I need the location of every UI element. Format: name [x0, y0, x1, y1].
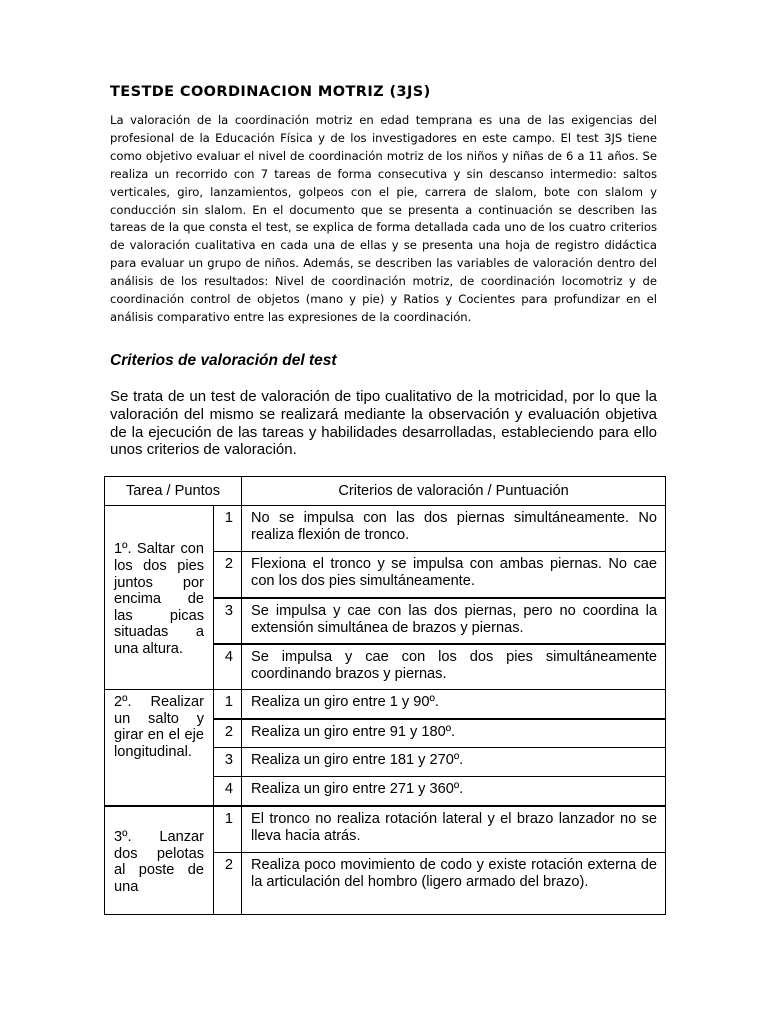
- task-3-label: 3º. Lanzar dos pelotas al poste de una: [105, 806, 214, 915]
- score-cell: 2: [214, 552, 242, 598]
- score-cell: 1: [214, 506, 242, 552]
- score-cell: 4: [214, 644, 242, 690]
- criteria-table: [104, 476, 666, 915]
- intro-paragraph: La valoración de la coordinación motriz en edad temprana es una de las exigencias del profesional de la Educación Física y de los investigadores en este campo. El test 3JS tiene como objetivo evaluar el nivel de coordinación motriz de los niños y niñas de 6 a 11 años. Se realiza un recorrido con 7 tareas de forma consecutiva y sin descanso intermedio: saltos verticales, giro, lanzamientos, golpeos con el pie, carrera de slalom, bote con slalom y conducción sin slalom. En el documento que se presenta a continuación se describen las tareas de la que consta el test, se explica de forma detallada cada uno de los cuatro criterios de valoración cualitativa en cada una de ellas y se presenta una hoja de registro didáctica para evaluar un grupo de niños. Además, se describen las variables de valoración dentro del análisis de los resultados: Nivel de coordinación motriz, de coordinación locomotriz y de coordinación control de objetos (mano y pie) y Ratios y Cocientes para profundizar en el análisis comparativo entre las expresiones de la coordinación.: [110, 113, 657, 324]
- criteria-cell: Realiza un giro entre 91 y 180º.: [242, 719, 666, 748]
- task-1-label: 1º. Saltar con los dos pies juntos por encima de las picas situadas a una altura.: [105, 506, 214, 690]
- table-row: [105, 690, 666, 719]
- section-paragraph: Se trata de un test de valoración de tipo cualitativo de la motricidad, por lo que la valoración del mismo se realizará mediante la observación y evaluación objetiva de la ejecución de las tareas y habilidades desarrolladas, estableciendo para ello unos criterios de valoración.: [110, 388, 657, 459]
- document-title: TESTDE COORDINACION MOTRIZ (3JS): [110, 84, 431, 100]
- table-header-row: [105, 477, 666, 506]
- criteria-cell: Se impulsa y cae con las dos piernas, pero no coordina la extensión simultánea de brazos y piernas.: [242, 598, 666, 644]
- criteria-cell: Realiza un giro entre 271 y 360º.: [242, 777, 666, 806]
- score-cell: 1: [214, 690, 242, 719]
- criteria-cell: Se impulsa y cae con los dos pies simultáneamente coordinando brazos y piernas.: [242, 644, 666, 690]
- criteria-cell: Realiza un giro entre 181 y 270º.: [242, 748, 666, 777]
- score-cell: 3: [214, 748, 242, 777]
- criteria-cell: Flexiona el tronco y se impulsa con ambas piernas. No cae con los dos pies simultáneamente.: [242, 552, 666, 598]
- criteria-cell: El tronco no realiza rotación lateral y el brazo lanzador no se lleva hacia atrás.: [242, 806, 666, 853]
- task-2-label: 2º. Realizar un salto y girar en el eje longitudinal.: [105, 690, 214, 806]
- header-criteria: Criterios de valoración / Puntuación: [242, 477, 666, 506]
- table-row: [105, 806, 666, 853]
- criteria-cell: No se impulsa con las dos piernas simultáneamente. No realiza flexión de tronco.: [242, 506, 666, 552]
- table-row: [105, 506, 666, 552]
- header-task-points: Tarea / Puntos: [105, 477, 242, 506]
- score-cell: 1: [214, 806, 242, 853]
- score-cell: 2: [214, 853, 242, 915]
- criteria-cell: Realiza un giro entre 1 y 90º.: [242, 690, 666, 719]
- criteria-cell: Realiza poco movimiento de codo y existe rotación externa de la articulación del hombro (ligero armado del brazo).: [242, 853, 666, 915]
- score-cell: 2: [214, 719, 242, 748]
- section-heading: Criterios de valoración del test: [110, 352, 337, 369]
- score-cell: 4: [214, 777, 242, 806]
- score-cell: 3: [214, 598, 242, 644]
